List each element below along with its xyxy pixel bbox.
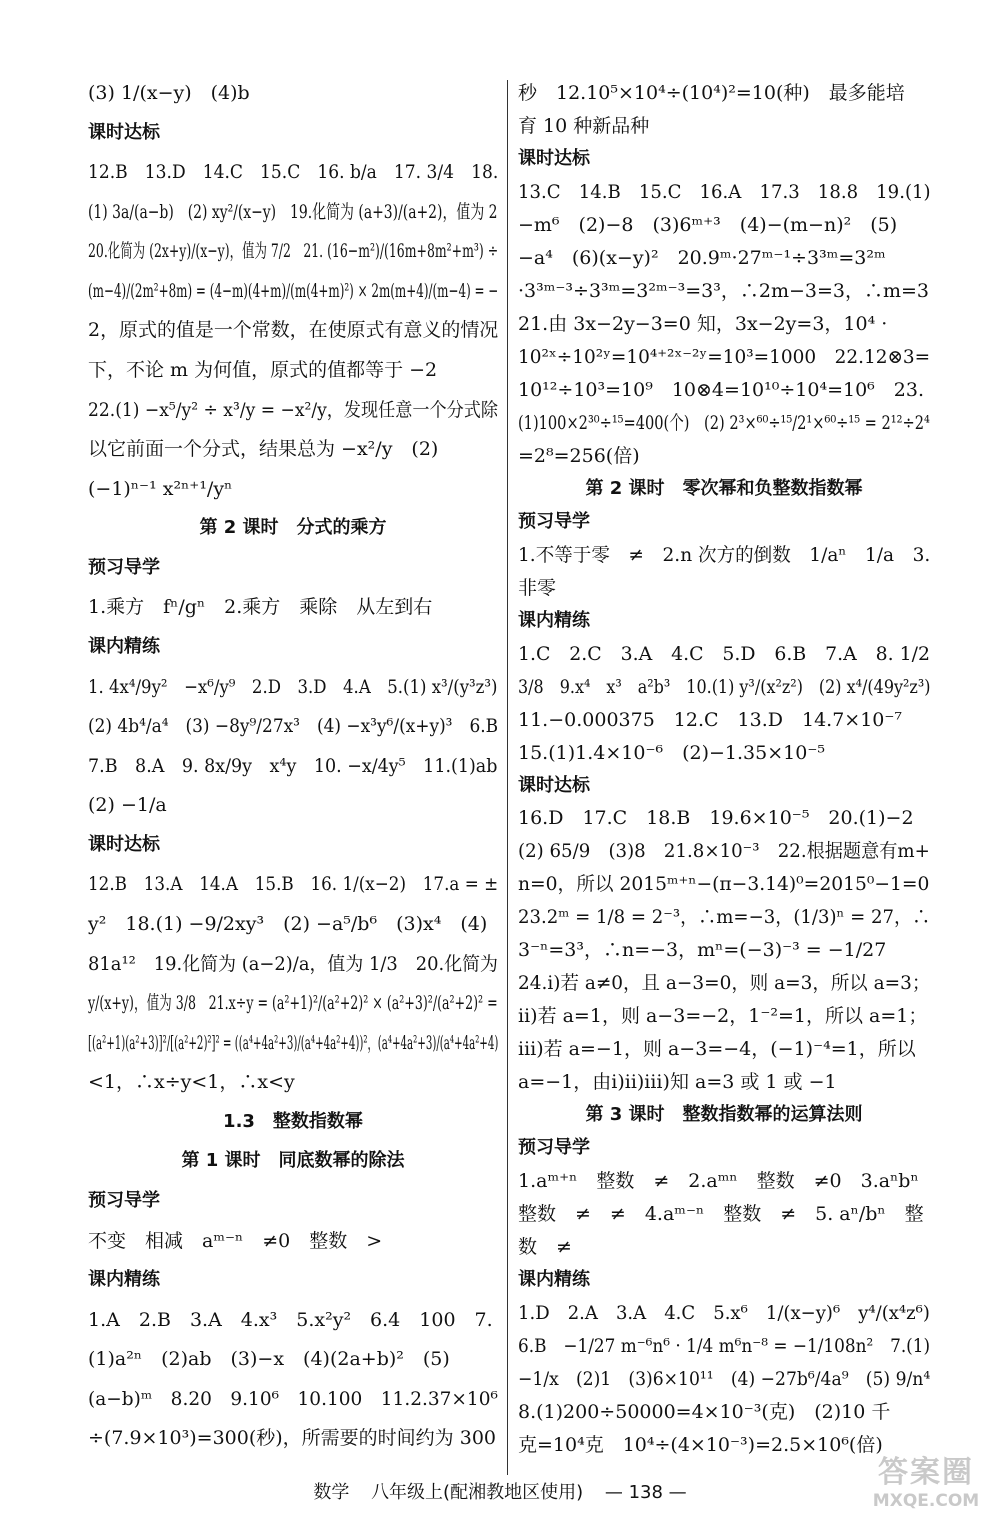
- answer-line: 2，原式的值是一个常数，在使原式有意义的情况: [88, 319, 499, 341]
- section-heading: 课时达标: [88, 834, 160, 855]
- answer-line: 81a¹² 19.化简为 (a−2)/a，值为 1/3 20.化简为: [88, 953, 498, 975]
- answer-line: 育 10 种新品种: [518, 115, 650, 137]
- answer-line: <1，∴x÷y<1，∴x<y: [88, 1071, 295, 1093]
- answer-line: 20.化简为 (2x+y)/(x−y)，值为 7/2 21. (16−m²)/(16m+8m²+m³) ÷: [88, 240, 499, 262]
- section-heading: 课内精练: [518, 1269, 590, 1290]
- answer-line: 不变 相减 aᵐ⁻ⁿ ≠0 整数 >: [88, 1230, 383, 1252]
- answer-line: 7.B 8.A 9. 8x/9y x⁴y 10. −x/4y⁵ 11.(1)ab: [88, 755, 498, 777]
- answer-line: 16.D 17.C 18.B 19.6×10⁻⁵ 20.(1)−2: [518, 807, 914, 829]
- section-heading: 预习导学: [88, 557, 160, 578]
- answer-line: (2) 65/9 (3)8 21.8×10⁻³ 22.根据题意有m+: [518, 840, 930, 862]
- section-heading: 预习导学: [518, 1137, 590, 1158]
- answer-line: ⅲ)若 a=−1，则 a−3=−4，(−1)⁻⁴=1，所以: [518, 1038, 916, 1060]
- answer-line: 22.(1) −x⁵/y² ÷ x³/y = −x²/y，发现任意一个分式除: [88, 399, 498, 421]
- section-heading: 第 2 课时 零次幂和负整数指数幂: [585, 478, 863, 499]
- answer-line: −m⁶ (2)−8 (3)6ᵐ⁺³ (4)−(m−n)² (5): [518, 214, 898, 236]
- answer-line: 21.由 3x−2y−3=0 知，3x−2y=3，10⁴ ·: [518, 313, 888, 335]
- answer-line: =2⁸=256(倍): [518, 445, 640, 467]
- column-divider: [507, 80, 508, 1475]
- answer-line: (1)100×2³⁰÷¹⁵=400(个) (2) 2³×⁶⁰÷¹⁵/2¹×⁶⁰÷¹⁵ = 2¹²÷2⁴: [518, 412, 930, 434]
- answer-line: (2) 4b⁴/a⁴ (3) −8y⁹/27x³ (4) −x³y⁶/(x+y)³ 6.B: [88, 715, 499, 737]
- answer-line: (−1)ⁿ⁻¹ x²ⁿ⁺¹/yⁿ: [88, 478, 233, 500]
- section-heading: 预习导学: [518, 511, 590, 532]
- answer-line: 以它前面一个分式，结果总为 −x²/y (2): [88, 438, 439, 460]
- answer-line: 1.不等于零 ≠ 2.n 次方的倒数 1/aⁿ 1/a 3.: [518, 544, 931, 566]
- answer-line: y/(x+y)，值为 3/8 21.x÷y = (a²+1)²/(a²+2)² × (a²+3)²/(a²+2)² =: [88, 992, 498, 1014]
- section-heading: 课时达标: [88, 122, 160, 143]
- section-heading: 课内精练: [518, 610, 590, 631]
- answer-line: 15.(1)1.4×10⁻⁶ (2)−1.35×10⁻⁵: [518, 742, 825, 764]
- answer-line: 1.aᵐ⁺ⁿ 整数 ≠ 2.aᵐⁿ 整数 ≠0 3.aⁿbⁿ: [518, 1170, 919, 1192]
- answer-line: 8.(1)200÷50000=4×10⁻³(克) (2)10 千: [518, 1401, 891, 1423]
- section-heading: 课内精练: [88, 636, 160, 657]
- page-number: — 138 —: [604, 1482, 687, 1503]
- answer-line: y² 18.(1) −9/2xy³ (2) −a⁵/b⁶ (3)x⁴ (4): [88, 913, 488, 935]
- answer-line: (m−4)/(2m²+8m) = (4−m)(4+m)/(m(4+m)²) × 2m(m+4)/(m−4) = −: [88, 280, 499, 302]
- answer-line: 下，不论 m 为何值，原式的值都等于 −2: [88, 359, 438, 381]
- answer-line: 数 ≠: [518, 1236, 572, 1258]
- answer-line: 1.C 2.C 3.A 4.C 5.D 6.B 7.A 8. 1/2: [518, 643, 931, 665]
- section-heading: 第 1 课时 同底数幂的除法: [181, 1150, 405, 1171]
- answer-line: 秒 12.10⁵×10⁴÷(10⁴)²=10(种) 最多能培: [518, 82, 905, 104]
- section-heading: 预习导学: [88, 1190, 160, 1211]
- answer-line: ⅱ)若 a=1，则 a−3=−2，1⁻²=1，所以 a=1；: [518, 1005, 928, 1027]
- answer-line: 10²ˣ÷10²ʸ=10⁴⁺²ˣ⁻²ʸ=10³=1000 22.12⊗3=: [518, 346, 931, 368]
- section-heading: 第 3 课时 整数指数幂的运算法则: [585, 1104, 863, 1125]
- footer-subject: 数学: [313, 1482, 350, 1503]
- answer-line: 6.B −1/27 m⁻⁶n⁶ · 1/4 m⁶n⁻⁸ = −1/108n² 7.(1): [518, 1335, 931, 1357]
- section-heading: 课内精练: [88, 1269, 160, 1290]
- answer-line: 1.乘方 fⁿ/gⁿ 2.乘方 乘除 从左到右: [88, 596, 433, 618]
- answer-line: 3⁻ⁿ=3³，∴n=−3，mⁿ=(−3)⁻³ = −1/27: [518, 939, 887, 961]
- answer-line: 24.ⅰ)若 a≠0，且 a−3=0，则 a=3，所以 a=3；: [518, 972, 931, 994]
- answer-line: 非零: [518, 577, 557, 599]
- answer-line: 12.B 13.A 14.A 15.B 16. 1/(x−2) 17.a = ±: [88, 873, 499, 895]
- answer-line: 13.C 14.B 15.C 16.A 17.3 18.8 19.(1): [518, 181, 931, 203]
- answer-line: 1. 4x⁴/9y² −x⁶/y⁹ 2.D 3.D 4.A 5.(1) x³/(y³z³): [88, 676, 498, 698]
- answer-line: 23.2ᵐ = 1/8 = 2⁻³，∴m=−3，(1/3)ⁿ = 27，∴: [518, 906, 931, 928]
- answer-line: (1) 3a/(a−b) (2) xy²/(x−y) 19.化简为 (a+3)/(a+2)，值为 2: [88, 201, 498, 223]
- section-heading: 第 2 课时 分式的乘方: [199, 517, 387, 538]
- answer-line: −a⁴ (6)(x−y)² 20.9ᵐ·27ᵐ⁻¹÷3³ᵐ=3²ᵐ: [518, 247, 886, 269]
- answer-line: 克=10⁴克 10⁴÷(4×10⁻³)=2.5×10⁶(倍): [518, 1434, 883, 1456]
- answer-line: (3) 1/(x−y) (4)b: [88, 82, 250, 104]
- watermark-url: MXQE.COM: [872, 1491, 980, 1511]
- answer-line: (a−b)ᵐ 8.20 9.10⁶ 10.100 11.2.37×10⁶: [88, 1388, 498, 1410]
- answer-line: 整数 ≠ ≠ 4.aᵐ⁻ⁿ 整数 ≠ 5. aⁿ/bⁿ 整: [518, 1203, 924, 1225]
- section-heading: 课时达标: [518, 148, 590, 169]
- footer-grade: 八年级上(配湘教地区使用): [371, 1482, 584, 1503]
- answer-line: (1)a²ⁿ (2)ab (3)−x (4)(2a+b)² (5): [88, 1348, 450, 1370]
- answer-line: 1.D 2.A 3.A 4.C 5.x⁶ 1/(x−y)⁶ y⁴/(x⁴z⁶): [518, 1302, 930, 1324]
- answer-line: 1.A 2.B 3.A 4.x³ 5.x²y² 6.4 100 7.: [88, 1309, 493, 1331]
- section-heading: 课时达标: [518, 775, 590, 796]
- answer-line: 12.B 13.D 14.C 15.C 16. b/a 17. 3/4 18.: [88, 161, 499, 183]
- page-footer: [0, 1478, 1000, 1504]
- answer-line: a=−1，由ⅰ)ⅱ)ⅲ)知 a=3 或 1 或 −1: [518, 1071, 837, 1093]
- answer-line: ·3³ᵐ⁻³÷3³ᵐ=3²ᵐ⁻³=3³，∴2m−3=3，∴m=3: [518, 280, 930, 302]
- watermark-text: 答案圈: [878, 1455, 974, 1490]
- answer-line: [(a²+1)(a²+3)]²/[(a²+2)²]² = ((a⁴+4a²+3)/(a⁴+4a²+4))²，(a⁴+4a²+3)/(a⁴+4a²+4): [88, 1032, 499, 1054]
- answer-line: n=0，所以 2015ᵐ⁺ⁿ−(π−3.14)⁰=2015⁰−1=0: [518, 873, 930, 895]
- answer-line: 10¹²÷10³=10⁹ 10⊗4=10¹⁰÷10⁴=10⁶ 23.: [518, 379, 924, 401]
- answer-line: 11.−0.000375 12.C 13.D 14.7×10⁻⁷: [518, 709, 903, 731]
- section-heading: 1.3 整数指数幂: [223, 1111, 363, 1132]
- answer-line: −1/x (2)1 (3)6×10¹¹ (4) −27b⁶/4a⁹ (5) 9/n⁴: [518, 1368, 931, 1390]
- answer-line: 3/8 9.x⁴ x³ a²b³ 10.(1) y³/(x²z²) (2) x⁴/(49y²z³): [518, 676, 931, 698]
- watermark-logo: [866, 1447, 986, 1511]
- answer-line: (2) −1/a: [88, 794, 167, 816]
- answer-line: ÷(7.9×10³)=300(秒)，所需要的时间约为 300: [88, 1427, 496, 1449]
